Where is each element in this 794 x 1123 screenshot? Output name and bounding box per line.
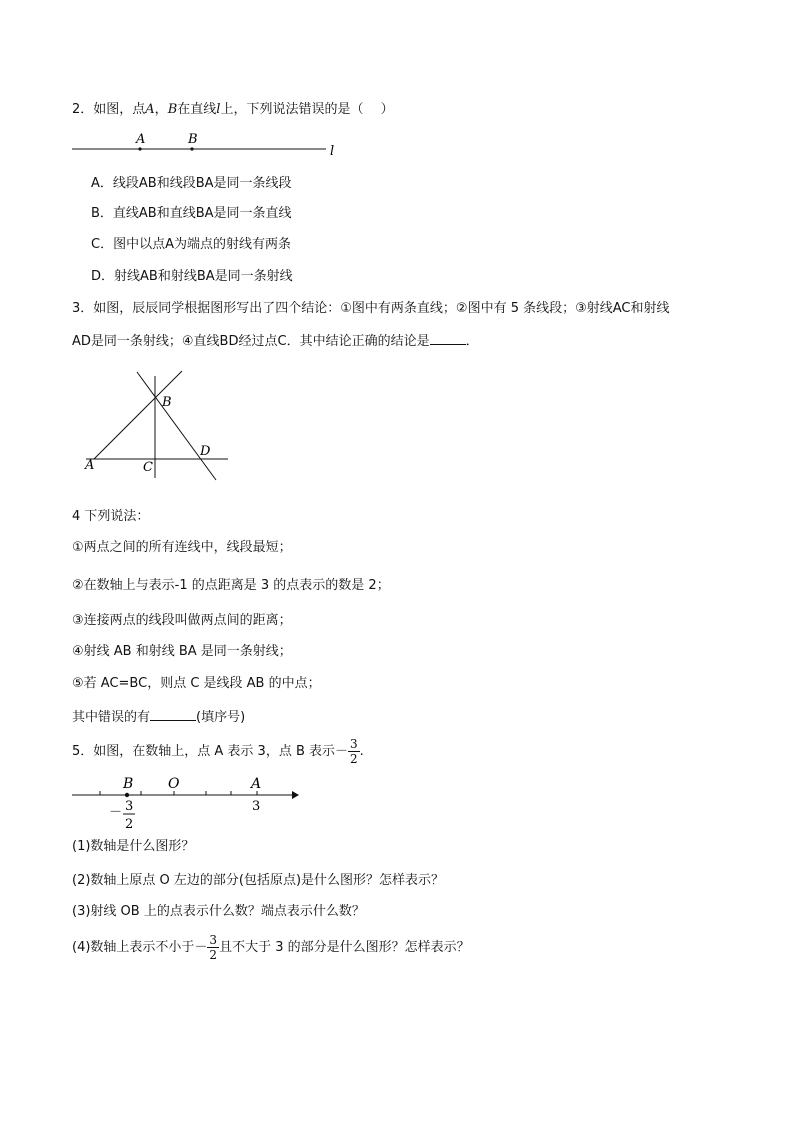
fraction-denominator: 2 [350,752,358,766]
q4-item-2: ②在数轴上与表示-1 的点距离是 3 的点表示的数是 2； [72,578,390,593]
label-l: l [330,144,335,159]
label-b: B [123,776,134,792]
fraction-denominator: 2 [209,948,218,962]
label-a: A [85,458,95,473]
point-a [138,147,141,150]
label-c: C [143,460,153,475]
q2-var-l: l [216,102,221,117]
q2-stem-text: 在直线 [177,102,217,117]
q4-answer-hint: (填序号) [196,710,246,725]
q5-sub3: (3)射线 OB 上的点表示什么数？端点表示什么数？ [72,904,365,919]
q4-title: 4 下列说法： [72,509,150,524]
q3-figure [80,368,240,484]
q3-stem-line2 [72,330,479,351]
label-a: A [251,776,262,792]
q2-var-b: B [167,102,178,117]
q5-sub2: (2)数轴上原点 O 左边的部分(包括原点)是什么图形？怎样表示？ [72,873,445,888]
label-b-denominator: 2 [125,817,134,832]
q2-figure-line-l [70,128,350,160]
q3-stem-line1: 3．如图，辰辰同学根据图形写出了四个结论：①图中有两条直线；②图中有 5 条线段；③射线AC和射线 [72,301,670,316]
q5-stem-text: 5．如图，在数轴上，点 A 表示 3，点 B 表示－ [72,744,349,759]
q5-sub4 [72,932,470,964]
q5-sub4-fraction [207,933,219,962]
label-b-sign: － [109,805,123,820]
q4-item-3: ③连接两点的线段叫做两点间的距离； [72,613,292,628]
q3-stem-text: AD是同一条射线；④直线BD经过点C．其中结论正确的结论是 [72,334,430,349]
q4-answer-blank [150,706,196,721]
q2-option-a: A．线段AB和线段BA是同一条线段 [91,176,292,191]
q2-option-c: C．图中以点A为端点的射线有两条 [91,237,291,252]
fraction-numerator: 3 [350,737,358,751]
label-d: D [200,444,211,459]
q5-fraction [348,737,360,766]
label-b: B [162,395,172,410]
q5-stem-end: . [359,744,364,759]
q3-answer-blank [430,330,466,345]
label-value-3: 3 [252,799,261,814]
q3-stem-end: ． [465,334,479,349]
q2-stem [72,101,394,119]
q2-stem-text: 上，下列说法错误的是（ ） [220,102,394,117]
q4-answer-line [72,706,245,727]
label-b: B [188,132,198,147]
point-b [125,793,129,797]
q2-var-a: A [145,102,155,117]
q2-option-d: D．射线AB和射线BA是同一条射线 [91,269,293,284]
q5-number-line [70,770,310,832]
point-b [190,147,193,150]
q2-option-b: B．直线AB和直线BA是同一条直线 [91,206,292,221]
q4-item-5: ⑤若 AC=BC，则点 C 是线段 AB 的中点； [72,676,321,691]
label-b-numerator: 3 [125,799,134,814]
q4-item-4: ④射线 AB 和射线 BA 是同一条射线； [72,644,292,659]
q4-answer-text: 其中错误的有 [72,710,151,725]
q5-stem [72,737,364,767]
label-o: O [168,776,180,792]
q2-stem-text: 2．如图，点 [72,102,146,117]
fraction-numerator: 3 [209,933,218,947]
q5-sub4-text: 且不大于 3 的部分是什么图形？怎样表示？ [219,940,470,955]
q5-sub4-text: (4)数轴上表示不小于－ [72,940,208,955]
q5-sub1: (1)数轴是什么图形？ [72,839,195,854]
q2-stem-text: ， [154,102,168,117]
label-a: A [136,132,146,147]
q4-item-1: ①两点之间的所有连线中，线段最短； [72,540,292,555]
